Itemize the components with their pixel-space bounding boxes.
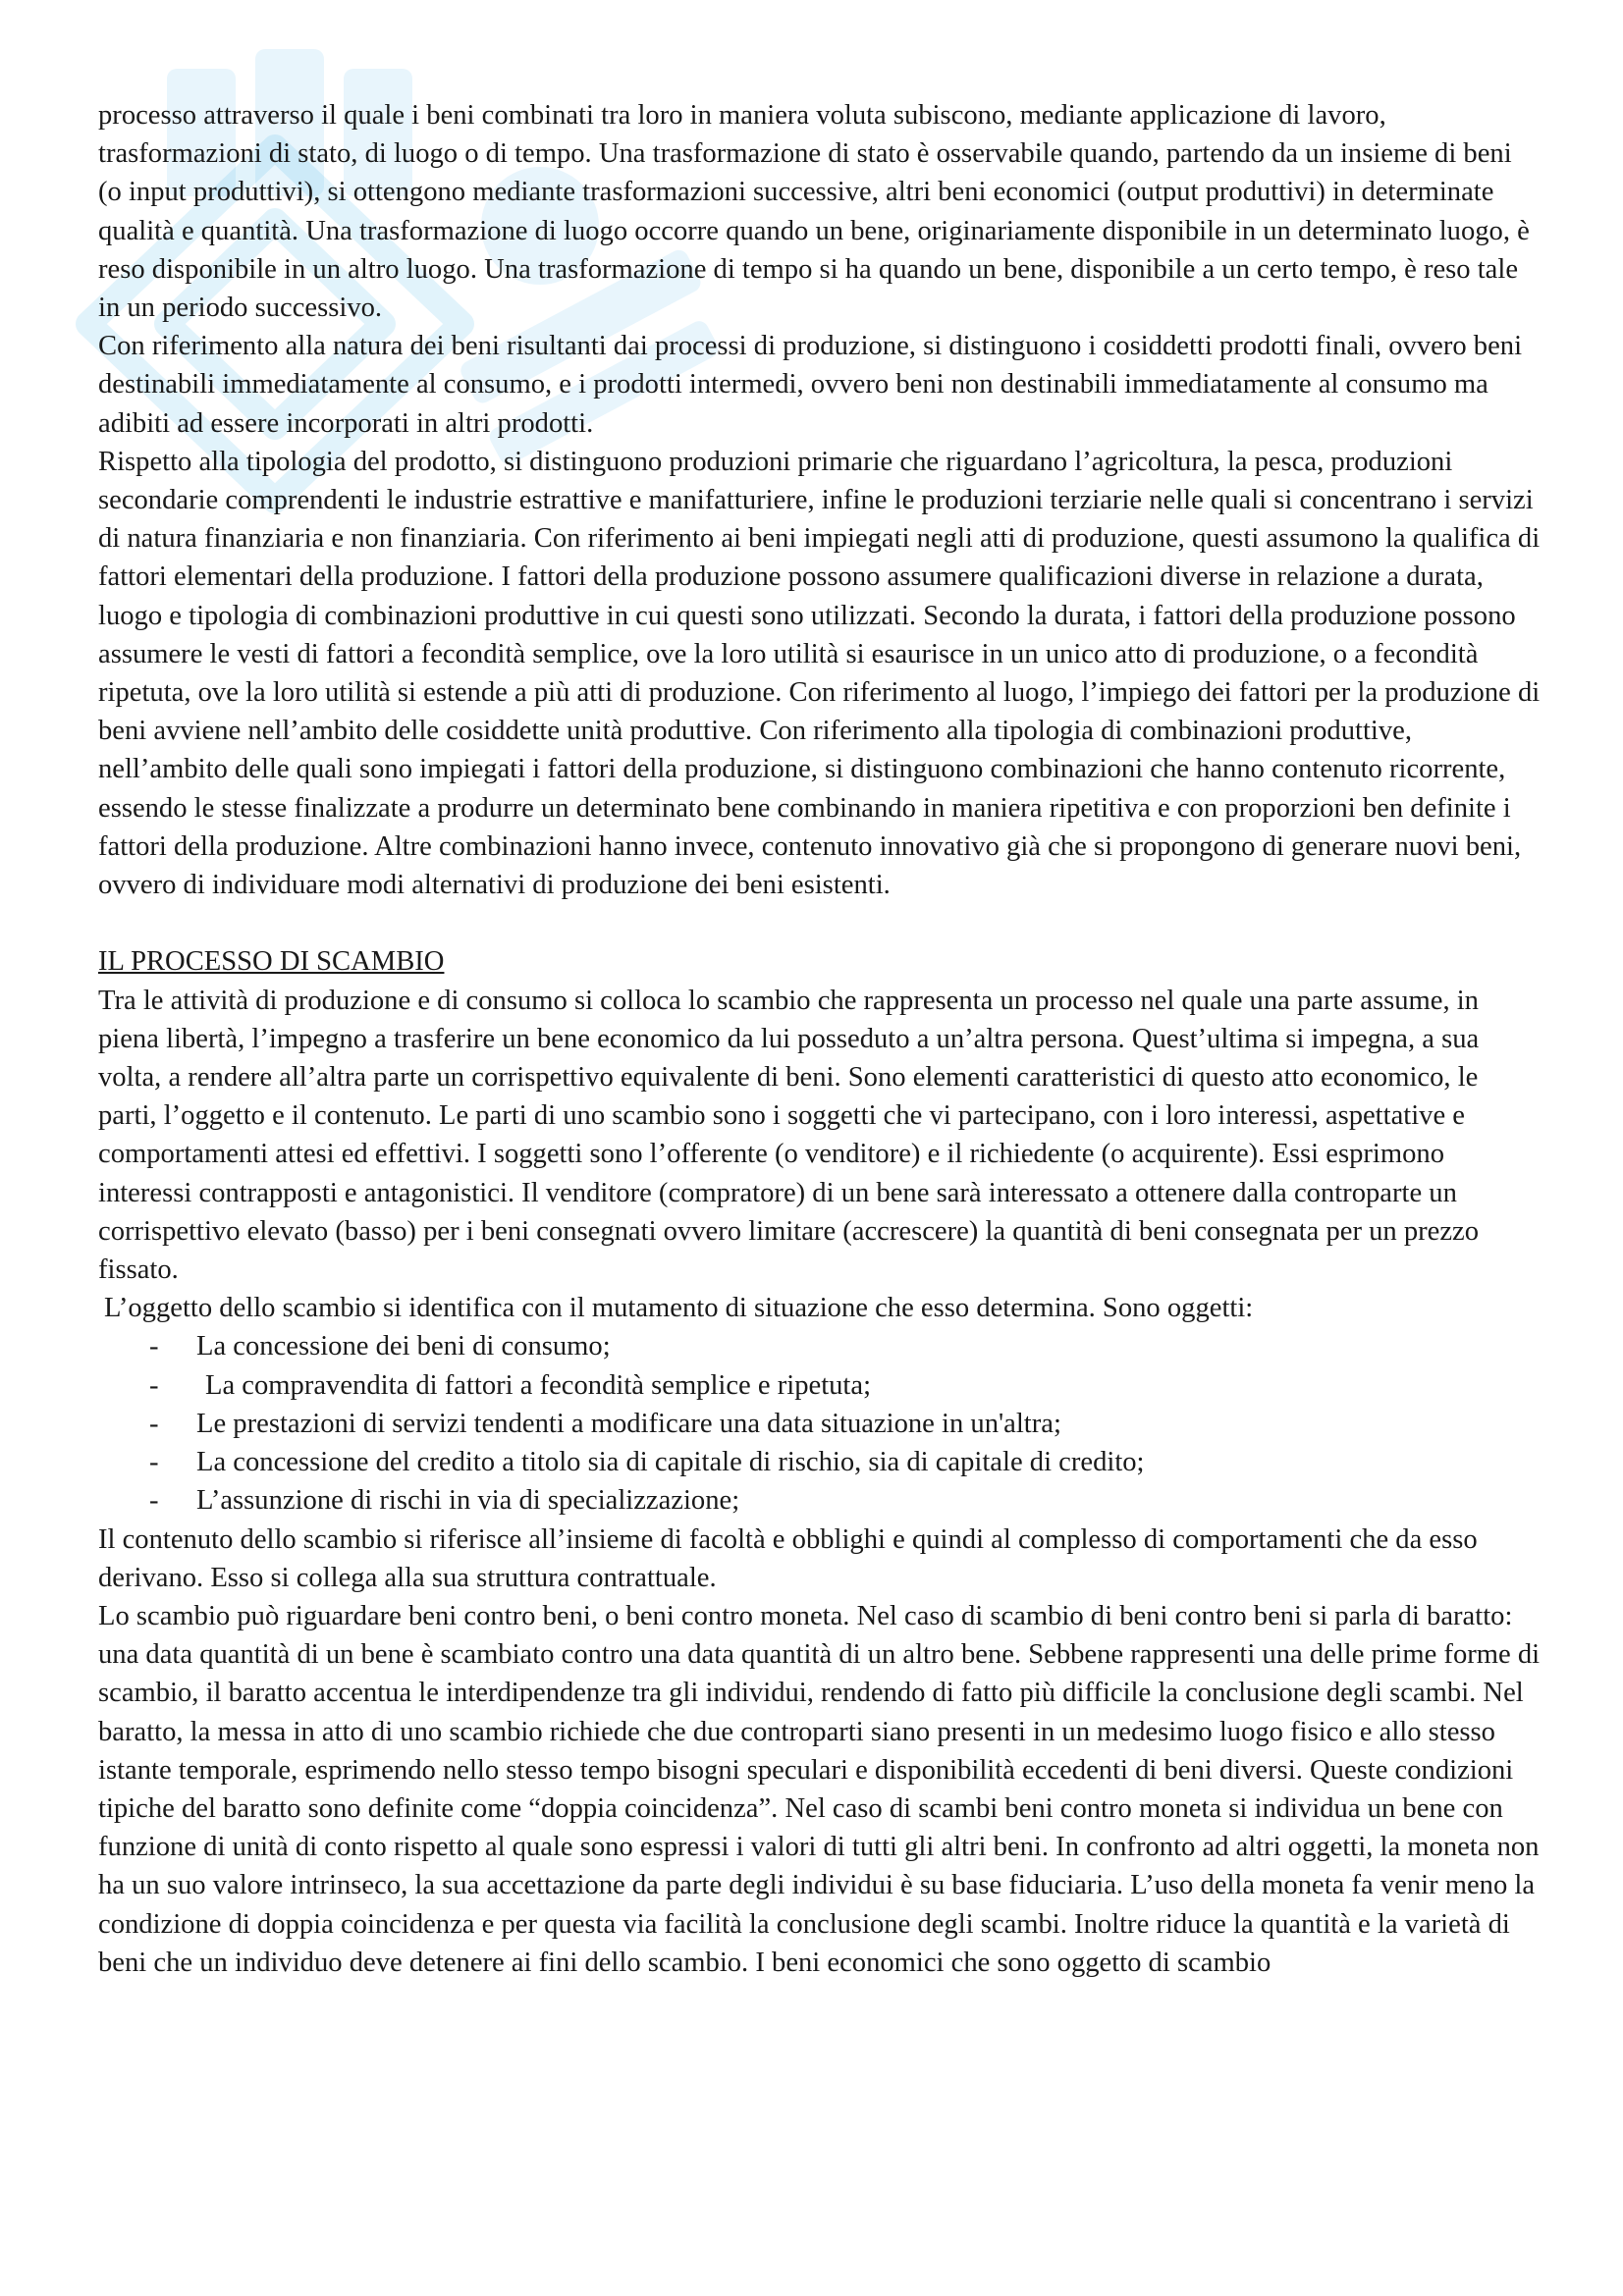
- document-body: [98, 96, 1542, 1982]
- section-heading: IL PROCESSO DI SCAMBIO: [98, 946, 445, 978]
- list-item: - La concessione dei beni di consumo;: [149, 1327, 1542, 1365]
- list-item: - L’assunzione di rischi in via di specializzazione;: [149, 1481, 1542, 1520]
- list-item: - La concessione del credito a titolo sia di capitale di rischio, sia di capitale di credito;: [149, 1443, 1542, 1481]
- objects-list: [98, 1327, 1542, 1520]
- list-item: - La compravendita di fattori a fecondità semplice e ripetuta;: [149, 1366, 1542, 1405]
- paragraph-production-types: Rispetto alla tipologia del prodotto, si distinguono produzioni primarie che riguardano l’agricoltura, la pesca, produzioni secondarie comprendenti le industrie estrattive e manifatturiere, infine le produzioni terziarie nelle quali si concentrano i servizi di natura finanziaria e non finanziaria. Con riferimento ai beni impiegati negli atti di produzione, questi assumono la qualifica di fattori elementari della produzione. I fattori della produzione possono assumere qualificazioni diverse in relazione a durata, luogo e tipologia di combinazioni produttive in cui questi sono utilizzati. Secondo la durata, i fattori della produzione possono assumere le vesti di fattori a fecondità semplice, ove la loro utilità si esaurisce in un unico atto di produzione, o a fecondità ripetuta, ove la loro utilità si estende a più atti di produzione. Con riferimento al luogo, l’impiego dei fattori per la produzione di beni avviene nell’ambito delle cosiddette unità produttive. Con riferimento alla tipologia di combinazioni produttive, nell’ambito delle quali sono impiegati i fattori della produzione, si distinguono combinazioni che hanno contenuto ricorrente, essendo le stesse finalizzate a produrre un determinato bene combinando in maniera ripetitiva e con proporzioni ben definite i fattori della produzione. Altre combinazioni hanno invece, contenuto innovativo già che si propongono di generare nuovi beni, ovvero di individuare modi alternativi di produzione dei beni esistenti.: [98, 446, 1541, 901]
- paragraph-production-process: processo attraverso il quale i beni combinati tra loro in maniera voluta subiscono, mediante applicazione di lavoro, trasformazioni di stato, di luogo o di tempo. Una trasformazione di stato è osservabile quando, partendo da un insieme di beni (o input produttivi), si ottengono mediante trasformazioni successive, altri beni economici (output produttivi) in determinate qualità e quantità. Una trasformazione di luogo occorre quando un bene, originariamente disponibile in un determinato luogo, è reso disponibile in un altro luogo. Una trasformazione di tempo si ha quando un bene, disponibile a un certo tempo, è reso tale in un periodo successivo.: [98, 100, 1530, 324]
- paragraph-final-products: Con riferimento alla natura dei beni risultanti dai processi di produzione, si distinguono i cosiddetti prodotti finali, ovvero beni destinabili immediatamente al consumo, e i prodotti intermedi, ovvero beni non destinabili immediatamente al consumo ma adibiti ad essere incorporati in altri prodotti.: [98, 331, 1523, 439]
- list-item: - Le prestazioni di servizi tendenti a modificare una data situazione in un'altra;: [149, 1405, 1542, 1443]
- paragraph-exchange-content: Il contenuto dello scambio si riferisce all’insieme di facoltà e obblighi e quindi al complesso di comportamenti che da esso derivano. Esso si collega alla sua struttura contrattuale.: [98, 1523, 1478, 1593]
- paragraph-exchange-intro: Tra le attività di produzione e di consumo si colloca lo scambio che rappresenta un processo nel quale una parte assume, in piena libertà, l’impegno a trasferire un bene economico da lui posseduto a un’altra persona. Quest’ultima si impegna, a sua volta, a rendere all’altra parte un corrispettivo equivalente di beni. Sono elementi caratteristici di questo atto economico, le parti, l’oggetto e il contenuto. Le parti di uno scambio sono i soggetti che vi partecipano, con i loro interessi, aspettative e comportamenti attesi ed effettivi. I soggetti sono l’offerente (o venditore) e il richiedente (o acquirente). Essi esprimono interessi contrapposti e antagonistici. Il venditore (compratore) di un bene sarà interessato a ottenere dalla controparte un corrispettivo elevato (basso) per i beni consegnati ovvero limitare (accrescere) la quantità di beni consegnata per un prezzo fissato.: [98, 985, 1480, 1286]
- paragraph-object-intro: L’oggetto dello scambio si identifica con il mutamento di situazione che esso determina. Sono oggetti:: [104, 1293, 1254, 1324]
- blank-line: [98, 904, 1542, 942]
- paragraph-barter: Lo scambio può riguardare beni contro beni, o beni contro moneta. Nel caso di scambio di beni contro beni si parla di baratto: una data quantità di un bene è scambiato contro una data quantità di un altro bene. Sebbene rappresenti una delle prime forme di scambio, il baratto accentua le interdipendenze tra gli individui, rendendo di fatto più difficile la conclusione degli scambi. Nel baratto, la messa in atto di uno scambio richiede che due controparti siano presenti in un medesimo luogo fisico e allo stesso istante temporale, esprimendo nello stesso tempo bisogni speculari e disponibilità eccedenti di beni diversi. Queste condizioni tipiche del baratto sono definite come “doppia coincidenza”. Nel caso di scambi beni contro moneta si individua un bene con funzione di unità di conto rispetto al quale sono espressi i valori di tutti gli altri beni. In confronto ad altri oggetti, la moneta non ha un suo valore intrinseco, la sua accettazione da parte degli individui è su base fiduciaria. L’uso della moneta fa venir meno la condizione di doppia coincidenza e per questa via facilità la conclusione degli scambi. Inoltre riduce la quantità e la varietà di beni che un individuo deve detenere ai fini dello scambio. I beni economici che sono oggetto di scambio: [98, 1600, 1541, 1978]
